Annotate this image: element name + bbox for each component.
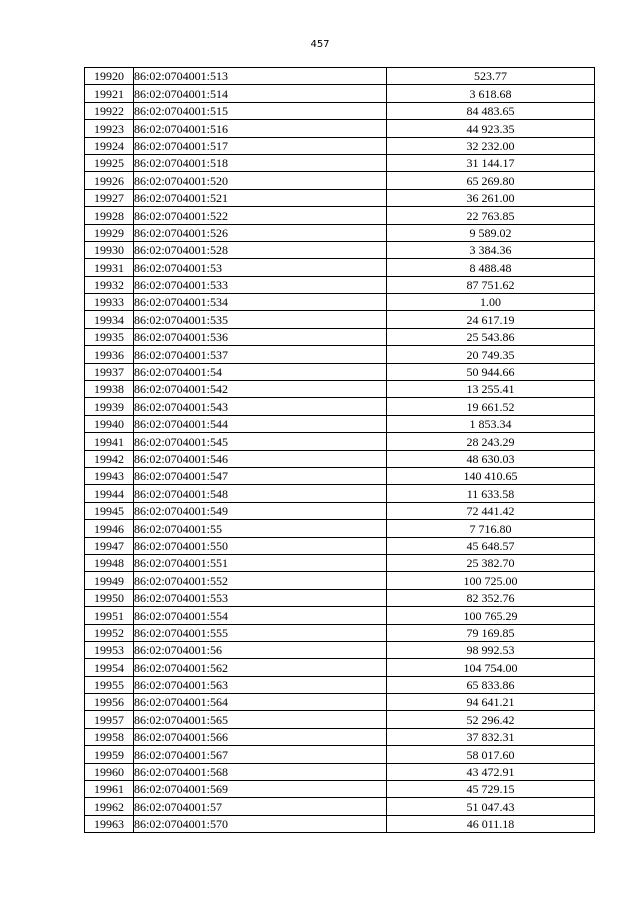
cadastral-value: 28 243.29 [387, 433, 595, 450]
table-row [85, 102, 595, 119]
row-number: 19938 [85, 381, 134, 398]
table-row [85, 433, 595, 450]
table-body [85, 68, 595, 833]
cadastral-number: 86:02:0704001:563 [134, 676, 387, 693]
cadastral-value: 22 763.85 [387, 207, 595, 224]
cadastral-value: 98 992.53 [387, 641, 595, 658]
cadastral-value: 1 853.34 [387, 415, 595, 432]
cadastral-number: 86:02:0704001:567 [134, 746, 387, 763]
table-row [85, 363, 595, 380]
cadastral-value: 50 944.66 [387, 363, 595, 380]
page-number: 457 [310, 39, 330, 50]
table-row [85, 207, 595, 224]
row-number: 19932 [85, 276, 134, 293]
row-number: 19956 [85, 694, 134, 711]
cadastral-value: 3 618.68 [387, 85, 595, 102]
table-row [85, 241, 595, 258]
row-number: 19943 [85, 467, 134, 484]
row-number: 19948 [85, 554, 134, 571]
table-row [85, 711, 595, 728]
cadastral-value: 32 232.00 [387, 137, 595, 154]
cadastral-value: 79 169.85 [387, 624, 595, 641]
cadastral-value: 13 255.41 [387, 381, 595, 398]
cadastral-value: 52 296.42 [387, 711, 595, 728]
table-row [85, 520, 595, 537]
cadastral-value: 19 661.52 [387, 398, 595, 415]
cadastral-number: 86:02:0704001:549 [134, 502, 387, 519]
cadastral-number: 86:02:0704001:528 [134, 241, 387, 258]
row-number: 19946 [85, 520, 134, 537]
row-number: 19931 [85, 259, 134, 276]
table-row [85, 641, 595, 658]
row-number: 19930 [85, 241, 134, 258]
cadastral-value: 25 543.86 [387, 328, 595, 345]
cadastral-value: 24 617.19 [387, 311, 595, 328]
cadastral-number: 86:02:0704001:551 [134, 554, 387, 571]
cadastral-number: 86:02:0704001:514 [134, 85, 387, 102]
cadastral-value: 87 751.62 [387, 276, 595, 293]
row-number: 19920 [85, 68, 134, 85]
cadastral-value: 31 144.17 [387, 154, 595, 171]
cadastral-number: 86:02:0704001:570 [134, 815, 387, 832]
cadastral-value: 65 269.80 [387, 172, 595, 189]
cadastral-number: 86:02:0704001:564 [134, 694, 387, 711]
cadastral-number: 86:02:0704001:550 [134, 537, 387, 554]
table-row [85, 85, 595, 102]
table-row [85, 763, 595, 780]
cadastral-number: 86:02:0704001:548 [134, 485, 387, 502]
cadastral-number: 86:02:0704001:53 [134, 259, 387, 276]
table-row [85, 676, 595, 693]
table-row [85, 659, 595, 676]
cadastral-number: 86:02:0704001:516 [134, 120, 387, 137]
cadastral-number: 86:02:0704001:568 [134, 763, 387, 780]
table-row [85, 172, 595, 189]
table-row [85, 607, 595, 624]
cadastral-number: 86:02:0704001:536 [134, 328, 387, 345]
table-row [85, 537, 595, 554]
table-row [85, 120, 595, 137]
cadastral-value: 9 589.02 [387, 224, 595, 241]
cadastral-value-table [84, 67, 595, 833]
row-number: 19957 [85, 711, 134, 728]
cadastral-value: 100 765.29 [387, 607, 595, 624]
table-row [85, 398, 595, 415]
table-row [85, 728, 595, 745]
table-row [85, 294, 595, 311]
cadastral-value: 46 011.18 [387, 815, 595, 832]
table-row [85, 467, 595, 484]
row-number: 19941 [85, 433, 134, 450]
cadastral-number: 86:02:0704001:566 [134, 728, 387, 745]
table-row [85, 189, 595, 206]
row-number: 19929 [85, 224, 134, 241]
cadastral-value: 1.00 [387, 294, 595, 311]
cadastral-number: 86:02:0704001:554 [134, 607, 387, 624]
cadastral-value: 58 017.60 [387, 746, 595, 763]
cadastral-number: 86:02:0704001:542 [134, 381, 387, 398]
row-number: 19959 [85, 746, 134, 763]
row-number: 19936 [85, 346, 134, 363]
cadastral-number: 86:02:0704001:57 [134, 798, 387, 815]
row-number: 19935 [85, 328, 134, 345]
cadastral-number: 86:02:0704001:555 [134, 624, 387, 641]
table-row [85, 346, 595, 363]
cadastral-number: 86:02:0704001:545 [134, 433, 387, 450]
row-number: 19928 [85, 207, 134, 224]
table-row [85, 485, 595, 502]
row-number: 19955 [85, 676, 134, 693]
cadastral-number: 86:02:0704001:535 [134, 311, 387, 328]
cadastral-number: 86:02:0704001:565 [134, 711, 387, 728]
cadastral-number: 86:02:0704001:552 [134, 572, 387, 589]
row-number: 19942 [85, 450, 134, 467]
cadastral-number: 86:02:0704001:513 [134, 68, 387, 85]
table-row [85, 746, 595, 763]
cadastral-value: 7 716.80 [387, 520, 595, 537]
row-number: 19923 [85, 120, 134, 137]
cadastral-number: 86:02:0704001:546 [134, 450, 387, 467]
cadastral-number: 86:02:0704001:562 [134, 659, 387, 676]
table-row [85, 781, 595, 798]
row-number: 19940 [85, 415, 134, 432]
cadastral-number: 86:02:0704001:526 [134, 224, 387, 241]
table-row [85, 311, 595, 328]
row-number: 19924 [85, 137, 134, 154]
table-row [85, 554, 595, 571]
row-number: 19921 [85, 85, 134, 102]
table-row [85, 502, 595, 519]
row-number: 19945 [85, 502, 134, 519]
cadastral-value: 25 382.70 [387, 554, 595, 571]
cadastral-number: 86:02:0704001:56 [134, 641, 387, 658]
row-number: 19954 [85, 659, 134, 676]
table-row [85, 589, 595, 606]
cadastral-value: 43 472.91 [387, 763, 595, 780]
cadastral-number: 86:02:0704001:537 [134, 346, 387, 363]
row-number: 19927 [85, 189, 134, 206]
cadastral-value: 84 483.65 [387, 102, 595, 119]
cadastral-value: 8 488.48 [387, 259, 595, 276]
table-row [85, 450, 595, 467]
table-row [85, 68, 595, 85]
cadastral-number: 86:02:0704001:515 [134, 102, 387, 119]
row-number: 19961 [85, 781, 134, 798]
row-number: 19925 [85, 154, 134, 171]
row-number: 19951 [85, 607, 134, 624]
cadastral-number: 86:02:0704001:55 [134, 520, 387, 537]
cadastral-number: 86:02:0704001:544 [134, 415, 387, 432]
table-row [85, 259, 595, 276]
cadastral-number: 86:02:0704001:553 [134, 589, 387, 606]
table-row [85, 137, 595, 154]
table-row [85, 154, 595, 171]
row-number: 19939 [85, 398, 134, 415]
cadastral-value: 94 641.21 [387, 694, 595, 711]
cadastral-number: 86:02:0704001:518 [134, 154, 387, 171]
row-number: 19958 [85, 728, 134, 745]
cadastral-value: 37 832.31 [387, 728, 595, 745]
cadastral-number: 86:02:0704001:569 [134, 781, 387, 798]
table-row [85, 276, 595, 293]
cadastral-value: 140 410.65 [387, 467, 595, 484]
cadastral-number: 86:02:0704001:547 [134, 467, 387, 484]
cadastral-value: 45 729.15 [387, 781, 595, 798]
cadastral-value: 100 725.00 [387, 572, 595, 589]
cadastral-value: 72 441.42 [387, 502, 595, 519]
row-number: 19952 [85, 624, 134, 641]
cadastral-value: 51 047.43 [387, 798, 595, 815]
row-number: 19962 [85, 798, 134, 815]
cadastral-number: 86:02:0704001:543 [134, 398, 387, 415]
cadastral-value: 44 923.35 [387, 120, 595, 137]
row-number: 19949 [85, 572, 134, 589]
table-row [85, 572, 595, 589]
cadastral-value: 3 384.36 [387, 241, 595, 258]
table-row [85, 328, 595, 345]
cadastral-number: 86:02:0704001:517 [134, 137, 387, 154]
row-number: 19950 [85, 589, 134, 606]
cadastral-value: 82 352.76 [387, 589, 595, 606]
row-number: 19922 [85, 102, 134, 119]
row-number: 19933 [85, 294, 134, 311]
table-row [85, 415, 595, 432]
table-row [85, 624, 595, 641]
row-number: 19947 [85, 537, 134, 554]
cadastral-number: 86:02:0704001:533 [134, 276, 387, 293]
table-row [85, 381, 595, 398]
row-number: 19960 [85, 763, 134, 780]
cadastral-number: 86:02:0704001:521 [134, 189, 387, 206]
cadastral-number: 86:02:0704001:522 [134, 207, 387, 224]
row-number: 19926 [85, 172, 134, 189]
cadastral-value: 65 833.86 [387, 676, 595, 693]
row-number: 19937 [85, 363, 134, 380]
cadastral-number: 86:02:0704001:520 [134, 172, 387, 189]
row-number: 19953 [85, 641, 134, 658]
cadastral-number: 86:02:0704001:54 [134, 363, 387, 380]
cadastral-value: 104 754.00 [387, 659, 595, 676]
row-number: 19944 [85, 485, 134, 502]
cadastral-value: 11 633.58 [387, 485, 595, 502]
table-row [85, 798, 595, 815]
table-row [85, 815, 595, 832]
cadastral-value: 48 630.03 [387, 450, 595, 467]
cadastral-value: 45 648.57 [387, 537, 595, 554]
cadastral-value: 523.77 [387, 68, 595, 85]
row-number: 19934 [85, 311, 134, 328]
table-row [85, 694, 595, 711]
row-number: 19963 [85, 815, 134, 832]
cadastral-value: 36 261.00 [387, 189, 595, 206]
cadastral-number: 86:02:0704001:534 [134, 294, 387, 311]
cadastral-value: 20 749.35 [387, 346, 595, 363]
table-row [85, 224, 595, 241]
